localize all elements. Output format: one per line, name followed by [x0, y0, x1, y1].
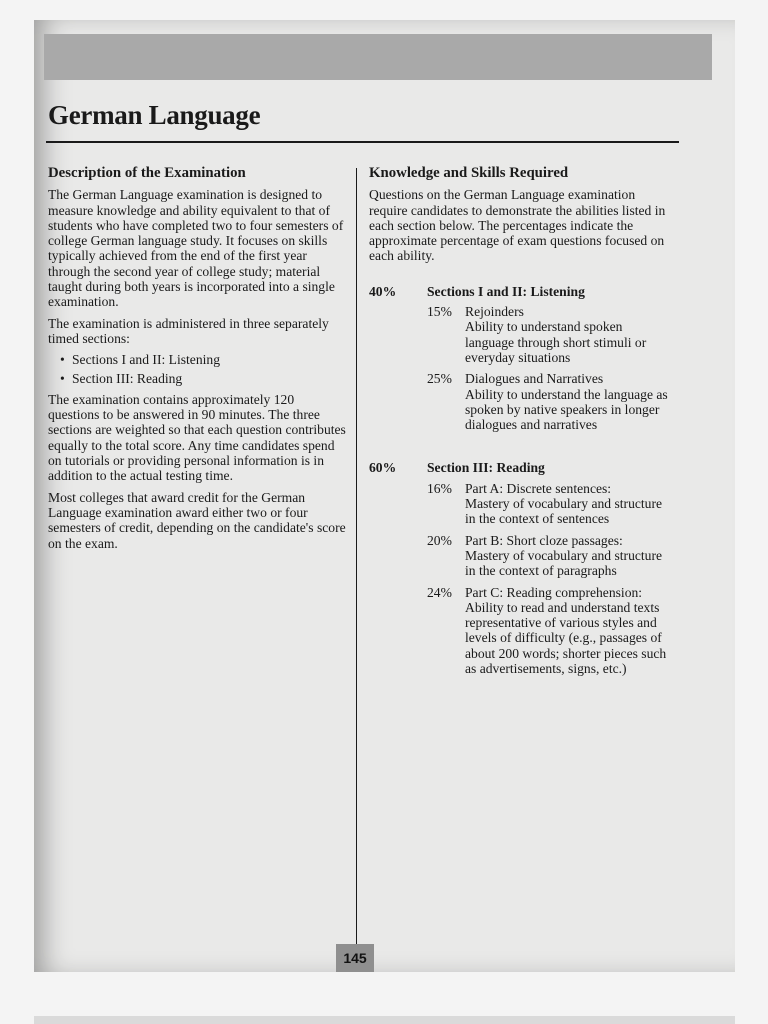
- column-divider: [356, 168, 357, 958]
- section-title: Section III: Reading: [427, 460, 545, 476]
- item-weight: 24%: [427, 584, 452, 600]
- section-weight: 60%: [369, 460, 397, 476]
- item-description: Ability to understand spoken language through short stimuli or everyday situations: [465, 319, 647, 365]
- section-body: [427, 460, 669, 682]
- page-title: German Language: [48, 100, 261, 130]
- item-label: Dialogues and Narratives: [465, 371, 604, 387]
- item-body: [465, 371, 669, 432]
- page-number: 145: [336, 944, 374, 972]
- title-rule: [46, 141, 679, 143]
- sections-list: [48, 352, 348, 386]
- item-label: Part A: Discrete sentences:: [465, 480, 612, 496]
- item-body: [465, 304, 669, 365]
- item-description: Mastery of vocabulary and structure in the context of paragraphs: [465, 547, 663, 579]
- description-paragraph-3: The examination contains approximately 120 questions to be answered in 90 minutes. The three sections are weighted so that each question contributes equally to the total score. Any time candidates spend on tutorials or providing personal information is in addition to the actual testing time.: [48, 391, 346, 484]
- listening-block: [369, 284, 669, 439]
- knowledge-heading: Knowledge and Skills Required: [369, 165, 569, 181]
- next-page-edge: [34, 1016, 735, 1024]
- list-item: [60, 352, 348, 367]
- item-body: [465, 533, 669, 579]
- list-item: [427, 371, 669, 432]
- item-description: Ability to understand the language as spoken by native speakers in longer dialogues and narratives: [465, 386, 668, 433]
- reading-block: [369, 460, 669, 682]
- item-weight: 20%: [427, 532, 452, 548]
- section-body: [427, 284, 669, 439]
- item-weight: 15%: [427, 304, 452, 320]
- bullet-icon: •: [60, 352, 65, 368]
- item-label: Part C: Reading comprehension:: [465, 584, 643, 600]
- list-item: [427, 585, 669, 677]
- list-item-text: Section III: Reading: [72, 370, 183, 386]
- item-weight: 16%: [427, 480, 452, 496]
- item-label: Rejoinders: [465, 304, 524, 320]
- left-column: [48, 166, 348, 557]
- item-body: [465, 585, 669, 677]
- knowledge-intro: Questions on the German Language examination require candidates to demonstrate the abilities listed in each section below. The percentages indicate the approximate percentage of exam questions focused on each ability.: [369, 187, 666, 264]
- item-weight: 25%: [427, 371, 452, 387]
- item-label: Part B: Short cloze passages:: [465, 532, 623, 548]
- list-item: [427, 304, 669, 365]
- description-paragraph-2: The examination is administered in three separately timed sections:: [48, 315, 329, 346]
- book-page: [34, 20, 735, 972]
- right-column: [369, 166, 669, 682]
- description-heading: Description of the Examination: [48, 165, 246, 181]
- item-description: Mastery of vocabulary and structure in the context of sentences: [465, 496, 663, 527]
- list-item-text: Sections I and II: Listening: [72, 352, 220, 368]
- list-item: [427, 533, 669, 579]
- list-item: [60, 371, 348, 386]
- description-paragraph-4: Most colleges that award credit for the German Language examination award either two or four semesters of credit, depending on the candidate's score on the exam.: [48, 489, 346, 551]
- description-paragraph-1: The German Language examination is designed to measure knowledge and ability equivalent to that of students who have completed two to four semesters of college German language study. It focuses on skills typically achieved from the end of the first year through the second year of college study; material taught during both years is incorporated into a single examination.: [48, 187, 344, 310]
- item-description: Ability to read and understand texts representative of various styles and levels of difficulty (e.g., passages of about 200 words; shorter pieces such as advertisements, signs, etc.): [465, 599, 667, 677]
- section-weight: 40%: [369, 283, 397, 299]
- header-band: [44, 34, 712, 80]
- list-item: [427, 481, 669, 527]
- section-title: Sections I and II: Listening: [427, 283, 585, 299]
- bullet-icon: •: [60, 370, 65, 386]
- item-body: [465, 481, 669, 527]
